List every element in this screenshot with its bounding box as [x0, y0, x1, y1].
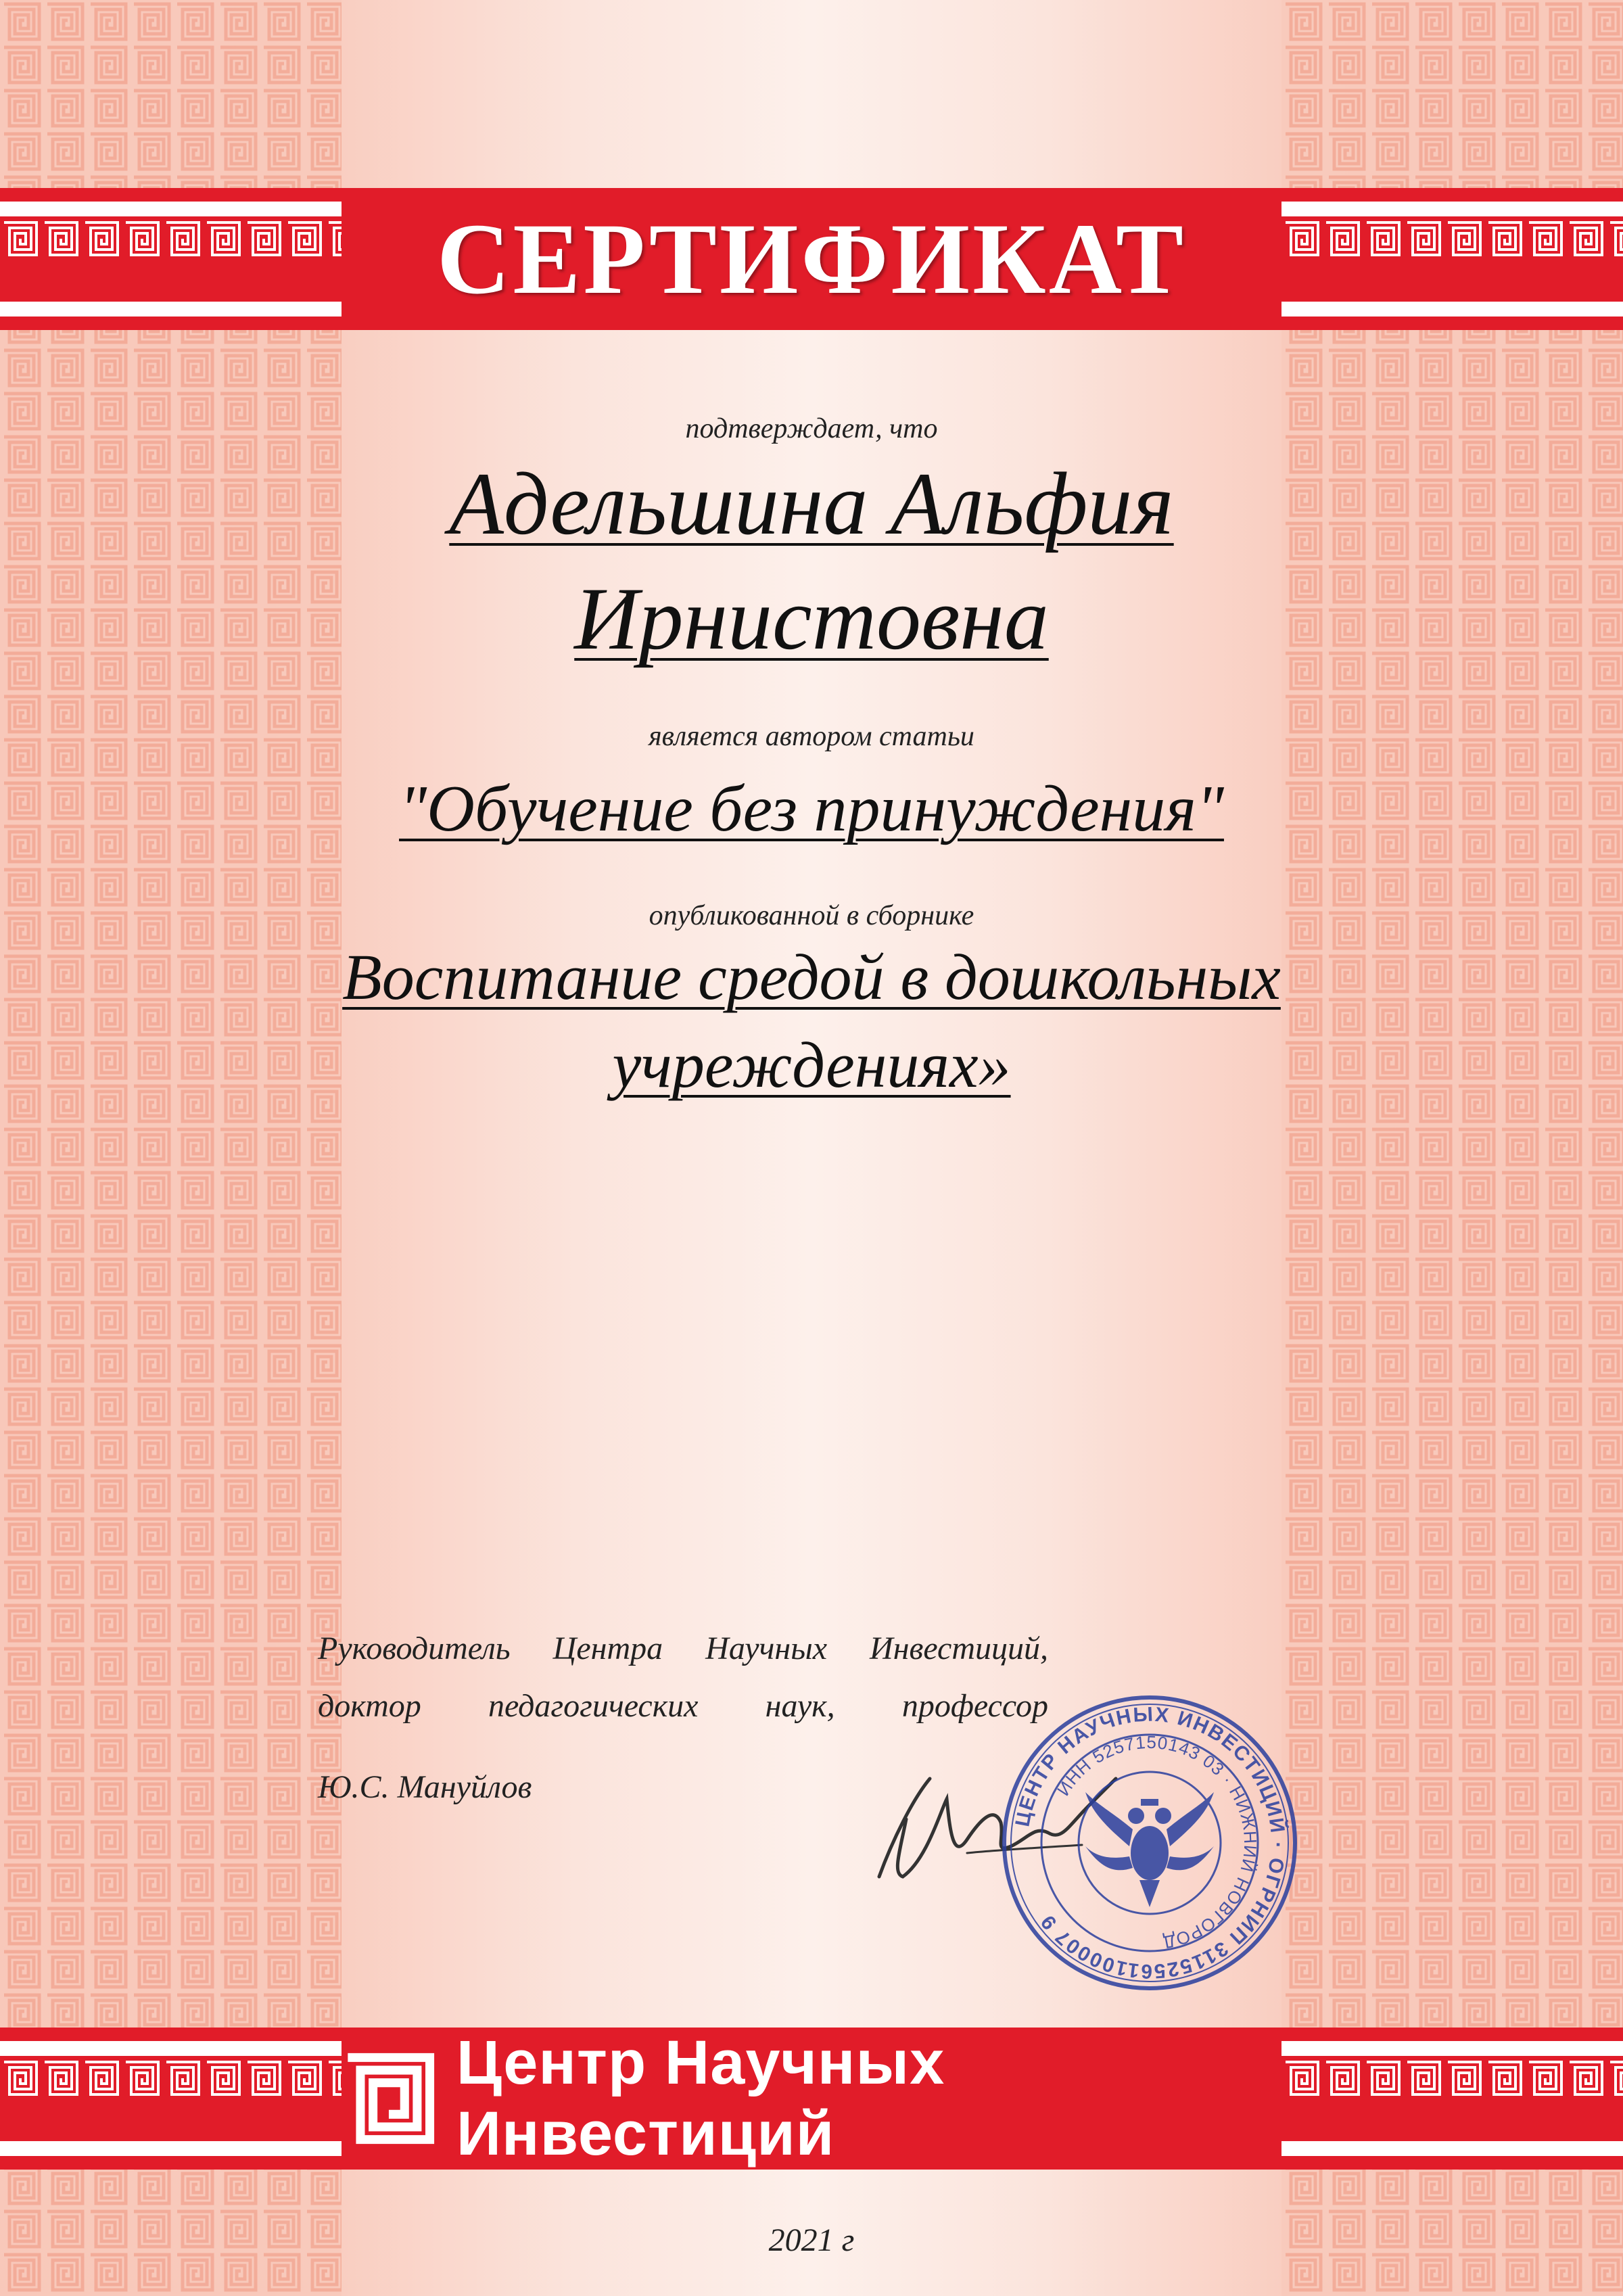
recipient-name-line1: Адельшина Альфия	[449, 454, 1174, 553]
org-name: Центр Научных Инвестиций	[456, 2028, 945, 2168]
title-band	[0, 188, 1623, 330]
svg-text:ЦЕНТР НАУЧНЫХ ИНВЕСТИЦИЙ · ОГР: ЦЕНТР НАУЧНЫХ ИНВЕСТИЦИЙ · ОГРНИП 31152561100007 9	[1011, 1703, 1290, 1983]
collection-title-line1: Воспитание средой в дошкольных	[342, 941, 1281, 1013]
meander-logo-icon	[342, 2048, 436, 2149]
signatory-position-line1: Руководитель Центра Научных Инвестиций,	[318, 1631, 1048, 1666]
footer-logo-box	[342, 2028, 1281, 2170]
signatory-name: Ю.С. Мануйлов	[318, 1769, 532, 1805]
left-meander-strip	[0, 188, 342, 330]
right-meander-strip	[1281, 188, 1623, 330]
collection-title-line2: учреждениях»	[612, 1029, 1011, 1101]
collection-title	[0, 933, 1623, 1109]
author-text: является автором статьи	[649, 721, 974, 752]
article-block	[0, 771, 1623, 847]
svg-text:ИНН 5257150143 03 · НИЖНИЙ НОВ: ИНН 5257150143 03 · НИЖНИЙ НОВГОРОД	[1052, 1731, 1261, 1953]
signatory-position-line2: доктор педагогических наук, профессор	[318, 1688, 1048, 1724]
org-logo	[342, 2028, 1281, 2170]
recipient-name-line2: Ирнистовна	[574, 569, 1049, 668]
left-meander-strip-bottom	[0, 2028, 342, 2170]
footer-band	[0, 2028, 1623, 2170]
organization-stamp	[997, 1691, 1302, 1995]
left-ornament-column	[0, 0, 342, 2296]
article-title: "Обучение без принуждения"	[399, 772, 1224, 845]
issue-year: 2021 г	[768, 2222, 855, 2258]
recipient-name	[0, 446, 1623, 676]
confirms-text: подтверждает, что	[685, 413, 938, 444]
published-text: опубликованной в сборнике	[649, 900, 974, 931]
right-ornament-column	[1281, 0, 1623, 2296]
right-meander-strip-bottom	[1281, 2028, 1623, 2170]
title-box	[342, 188, 1281, 330]
certificate-title: СЕРТИФИКАТ	[436, 203, 1187, 315]
